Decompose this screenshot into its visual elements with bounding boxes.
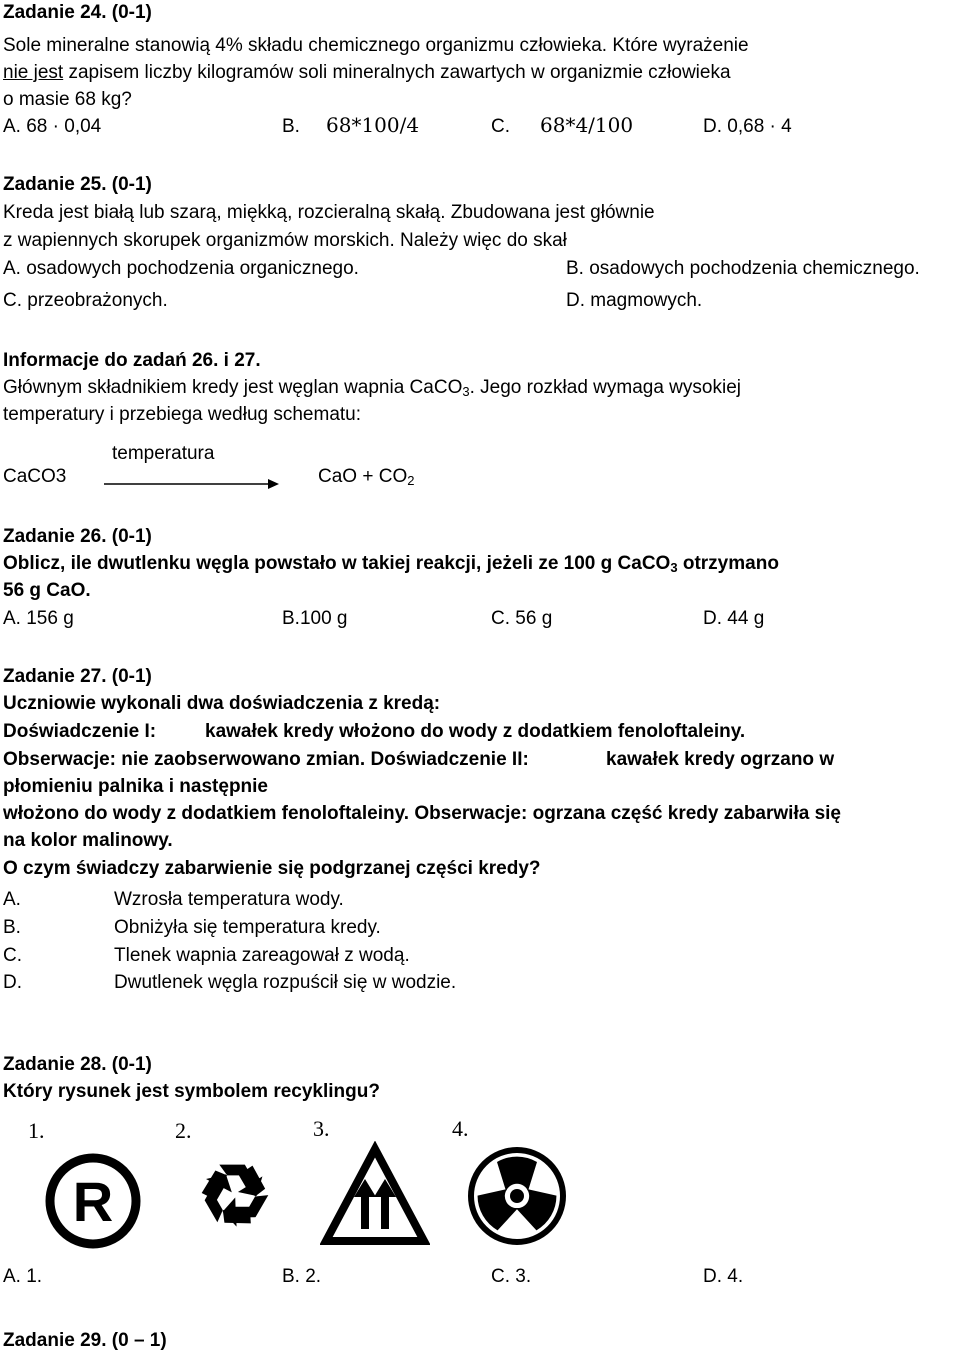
- figure-number-4: 4.: [452, 1116, 469, 1141]
- task-27-exp1-text: kawałek kredy włożono do wody z dodatkiem fenoloftaleiny.: [205, 721, 746, 742]
- task-27-line-6: na kolor malinowy.: [3, 830, 173, 851]
- task-28-option-a: A. 1.: [3, 1266, 43, 1287]
- task-25-line-2: z wapiennych skorupek organizmów morskich. Należy więc do skał: [3, 230, 567, 251]
- task-27-option-a-text: Wzrosła temperatura wody.: [114, 889, 344, 910]
- task-25-line-1: Kreda jest białą lub szarą, miękką, rozcieralną skałą. Zbudowana jest głównie: [3, 202, 655, 223]
- task-24-heading: Zadanie 24. (0-1): [3, 2, 152, 23]
- task-28-heading: Zadanie 28. (0-1): [3, 1054, 152, 1075]
- task-27-option-c-text: Tlenek wapnia zareagował z wodą.: [114, 945, 410, 966]
- reaction-product-subscript: 2: [407, 473, 415, 488]
- task-26-option-a: A. 156 g: [3, 608, 74, 629]
- task-24-option-c-label: C.: [491, 116, 510, 137]
- task-24-negation: nie jest: [3, 62, 64, 83]
- info-line-1: [3, 378, 741, 397]
- task-25-heading: Zadanie 25. (0-1): [3, 174, 152, 195]
- info-line-2: temperatury i przebiega według schematu:: [3, 404, 362, 425]
- info-line-1-rest: . Jego rozkład wymaga wysokiej: [469, 377, 741, 398]
- reaction-arrow-icon: [104, 478, 279, 490]
- task-25-option-b: B. osadowych pochodzenia chemicznego.: [566, 258, 920, 279]
- figure-number-2: 2.: [175, 1118, 192, 1143]
- task-27-option-b-text: Obniżyła się temperatura kredy.: [114, 917, 381, 938]
- this-way-up-icon: [320, 1141, 430, 1251]
- task-26-line-1-rest: otrzymano: [677, 553, 779, 574]
- task-26-heading: Zadanie 26. (0-1): [3, 526, 152, 547]
- figure-number-1: 1.: [28, 1118, 45, 1143]
- task-27-line-5: włożono do wody z dodatkiem fenoloftaleiny. Obserwacje: ogrzana część kredy zabarwiła się: [3, 803, 841, 824]
- task-27-question: O czym świadczy zabarwienie się podgrzanej części kredy?: [3, 858, 541, 879]
- task-26-option-c: C. 56 g: [491, 608, 553, 629]
- registered-trademark-icon: [44, 1152, 142, 1250]
- figure-number-3: 3.: [313, 1116, 330, 1141]
- task-28-option-d: D. 4.: [703, 1266, 744, 1287]
- task-27-option-a-letter: A.: [3, 889, 21, 910]
- task-27-option-b-letter: B.: [3, 917, 21, 938]
- task-24-option-a: A. 68 · 0,04: [3, 116, 102, 137]
- task-26-option-d: D. 44 g: [703, 608, 765, 629]
- task-26-line-2: 56 g CaO.: [3, 580, 91, 601]
- svg-text:R: R: [72, 1170, 114, 1233]
- reaction-product-text: CaO + CO: [318, 466, 408, 487]
- reaction-reactant: CaCO3: [3, 466, 67, 487]
- task-24-line-2-rest: zapisem liczby kilogramów soli mineralnych zawartych w organizmie człowieka: [63, 62, 731, 83]
- info-line-1-text: Głównym składnikiem kredy jest węglan wapnia CaCO: [3, 377, 463, 398]
- task-27-line-4: płomieniu palnika i następnie: [3, 776, 268, 797]
- task-24-option-b-expr: 68*100/4: [326, 113, 420, 137]
- task-24-line-2: [3, 63, 731, 82]
- task-24-option-d: D. 0,68 · 4: [703, 116, 792, 137]
- recycling-icon: [186, 1145, 284, 1243]
- radiation-icon: [467, 1146, 567, 1246]
- task-27-exp1-label: Doświadczenie I:: [3, 721, 157, 742]
- task-24-line-3: o masie 68 kg?: [3, 89, 132, 110]
- task-28-option-c: C. 3.: [491, 1266, 532, 1287]
- task-27-option-d-text: Dwutlenek węgla rozpuścił się w wodzie.: [114, 972, 457, 993]
- task-27-heading: Zadanie 27. (0-1): [3, 666, 152, 687]
- task-28-option-b: B. 2.: [282, 1266, 322, 1287]
- task-24-option-c-expr: 68*4/100: [540, 113, 634, 137]
- reaction-condition: temperatura: [112, 443, 215, 464]
- task-29-heading: Zadanie 29. (0 – 1): [3, 1330, 167, 1351]
- task-25-option-c: C. przeobrażonych.: [3, 290, 168, 311]
- info-heading: Informacje do zadań 26. i 27.: [3, 350, 261, 371]
- task-24-line-1: Sole mineralne stanowią 4% składu chemicznego organizmu człowieka. Które wyrażenie: [3, 35, 749, 56]
- task-27-intro: Uczniowie wykonali dwa doświadczenia z kredą:: [3, 693, 441, 714]
- task-27-observation-1: Obserwacje: nie zaobserwowano zmian. Doświadczenie II:: [3, 749, 529, 770]
- task-28-question: Który rysunek jest symbolem recyklingu?: [3, 1081, 380, 1102]
- task-27-option-d-letter: D.: [3, 972, 22, 993]
- reaction-product: [318, 467, 414, 486]
- task-25-option-a: A. osadowych pochodzenia organicznego.: [3, 258, 359, 279]
- task-27-option-c-letter: C.: [3, 945, 22, 966]
- task-24-option-b-label: B.: [282, 116, 300, 137]
- task-26-option-b: B.100 g: [282, 608, 348, 629]
- task-25-option-d: D. magmowych.: [566, 290, 703, 311]
- task-26-line-1-subscript: 3: [670, 560, 678, 575]
- task-26-line-1-text: Oblicz, ile dwutlenku węgla powstało w takiej reakcji, jeżeli ze 100 g CaCO: [3, 553, 671, 574]
- task-26-line-1: [3, 554, 779, 573]
- task-27-exp2-text: kawałek kredy ogrzano w: [606, 749, 835, 770]
- info-line-1-subscript: 3: [462, 384, 470, 399]
